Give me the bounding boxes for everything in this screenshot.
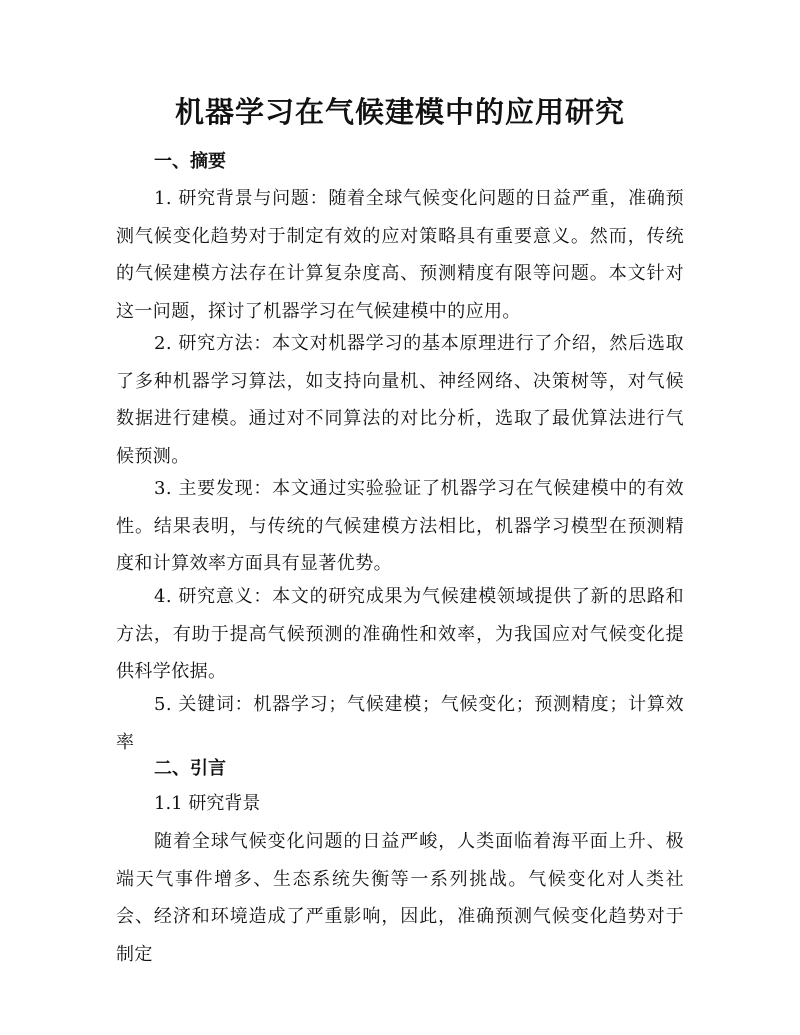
document-title: 机器学习在气候建模中的应用研究 [174,95,625,129]
section-heading-introduction: 二、引言 [154,758,226,779]
section-heading-abstract: 一、摘要 [154,151,226,172]
subsection-heading-background: 1.1 研究背景 [154,793,261,814]
abstract-item-findings: 3. 主要发现：本文通过实验验证了机器学习在气候建模中的有效性。结果表明，与传统的气候建模方法相比，机器学习模型在预测精度和计算效率方面具有显著优势。 [116,478,684,574]
abstract-item-keywords: 5. 关键词：机器学习；气候建模；气候变化；预测精度；计算效率 [116,694,684,753]
introduction-paragraph: 随着全球气候变化问题的日益严峻，人类面临着海平面上升、极端天气事件增多、生态系统失衡等一系列挑战。气候变化对人类社会、经济和环境造成了严重影响，因此，准确预测气候变化趋势对于制定 [116,831,684,965]
abstract-item-methods: 2. 研究方法：本文对机器学习的基本原理进行了介绍，然后选取了多种机器学习算法，如支持向量机、神经网络、决策树等，对气候数据进行建模。通过对不同算法的对比分析，选取了最优算法进行气候预测。 [116,333,684,467]
abstract-item-background: 1. 研究背景与问题：随着全球气候变化问题的日益严重，准确预测气候变化趋势对于制定有效的应对策略具有重要意义。然而，传统的气候建模方法存在计算复杂度高、预测精度有限等问题。本文针对这一问题，探讨了机器学习在气候建模中的应用。 [116,188,684,322]
abstract-item-significance: 4. 研究意义：本文的研究成果为气候建模领域提供了新的思路和方法，有助于提高气候预测的准确性和效率，为我国应对气候变化提供科学依据。 [116,586,684,682]
